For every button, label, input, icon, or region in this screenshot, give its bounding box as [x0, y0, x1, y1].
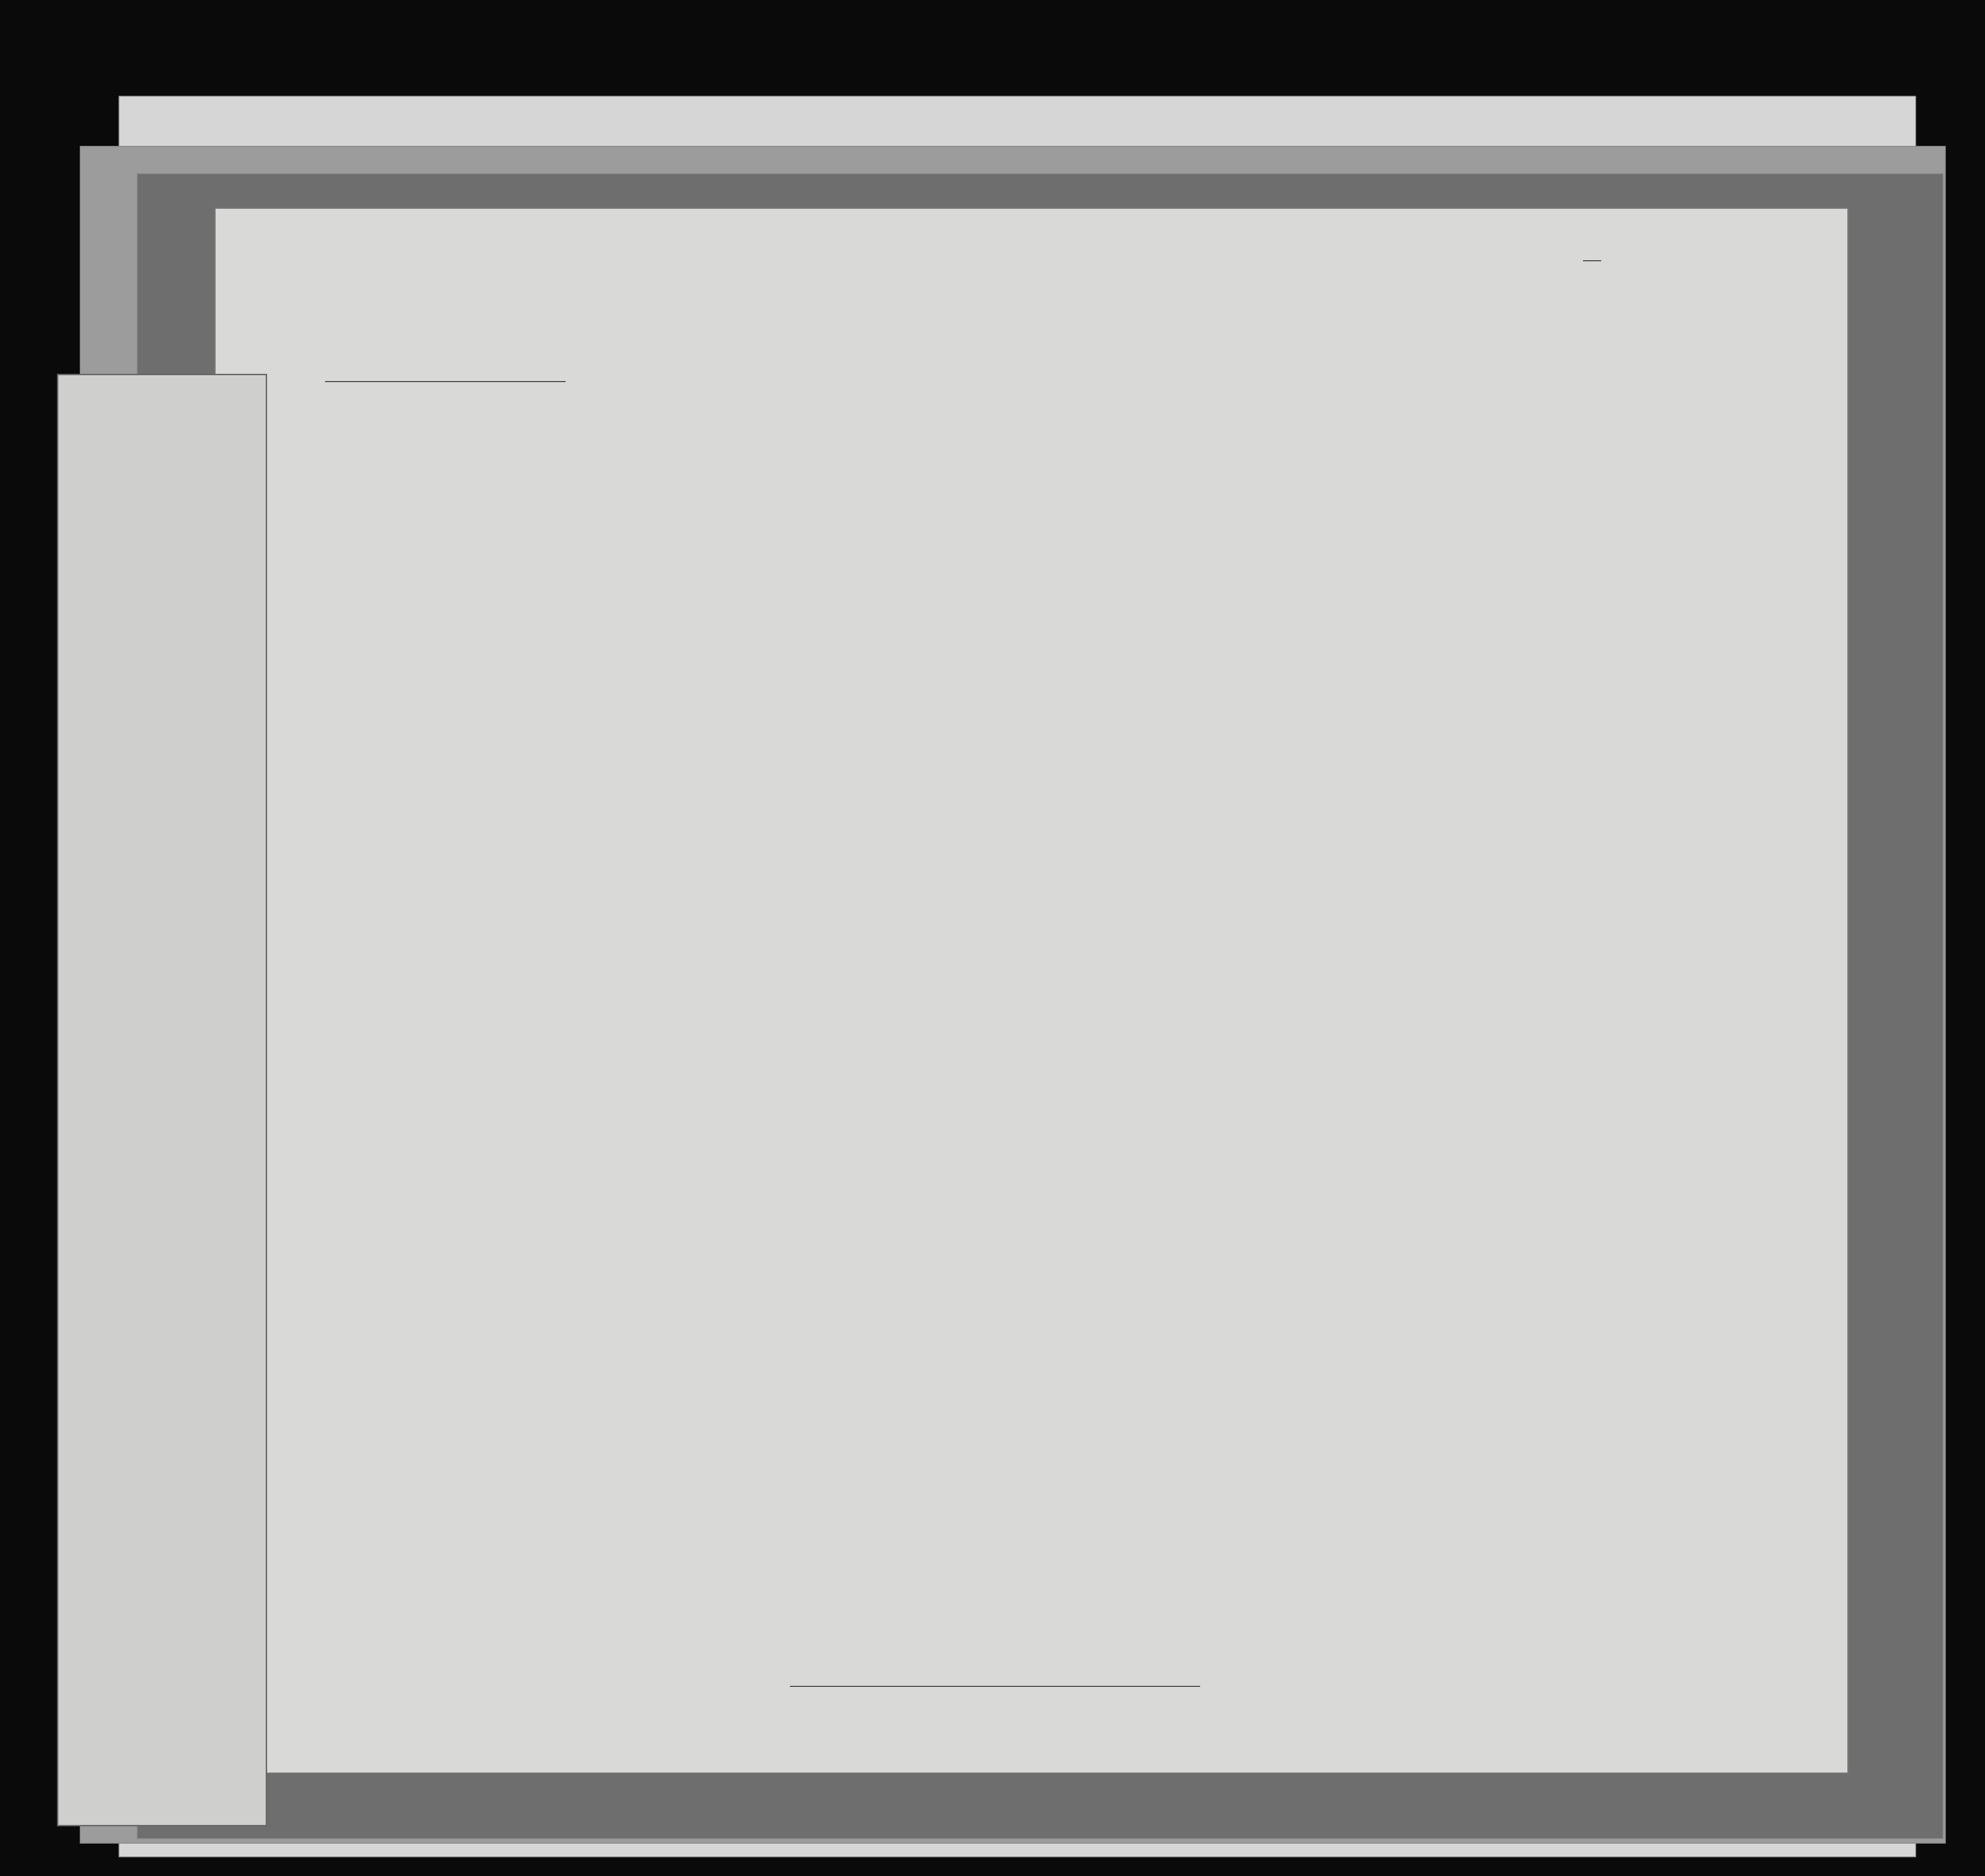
manifest-sheet [214, 207, 1849, 1774]
signature-line [790, 1686, 1200, 1687]
manifest-grid [216, 209, 1847, 1773]
attached-seamen-slip [57, 374, 267, 1826]
